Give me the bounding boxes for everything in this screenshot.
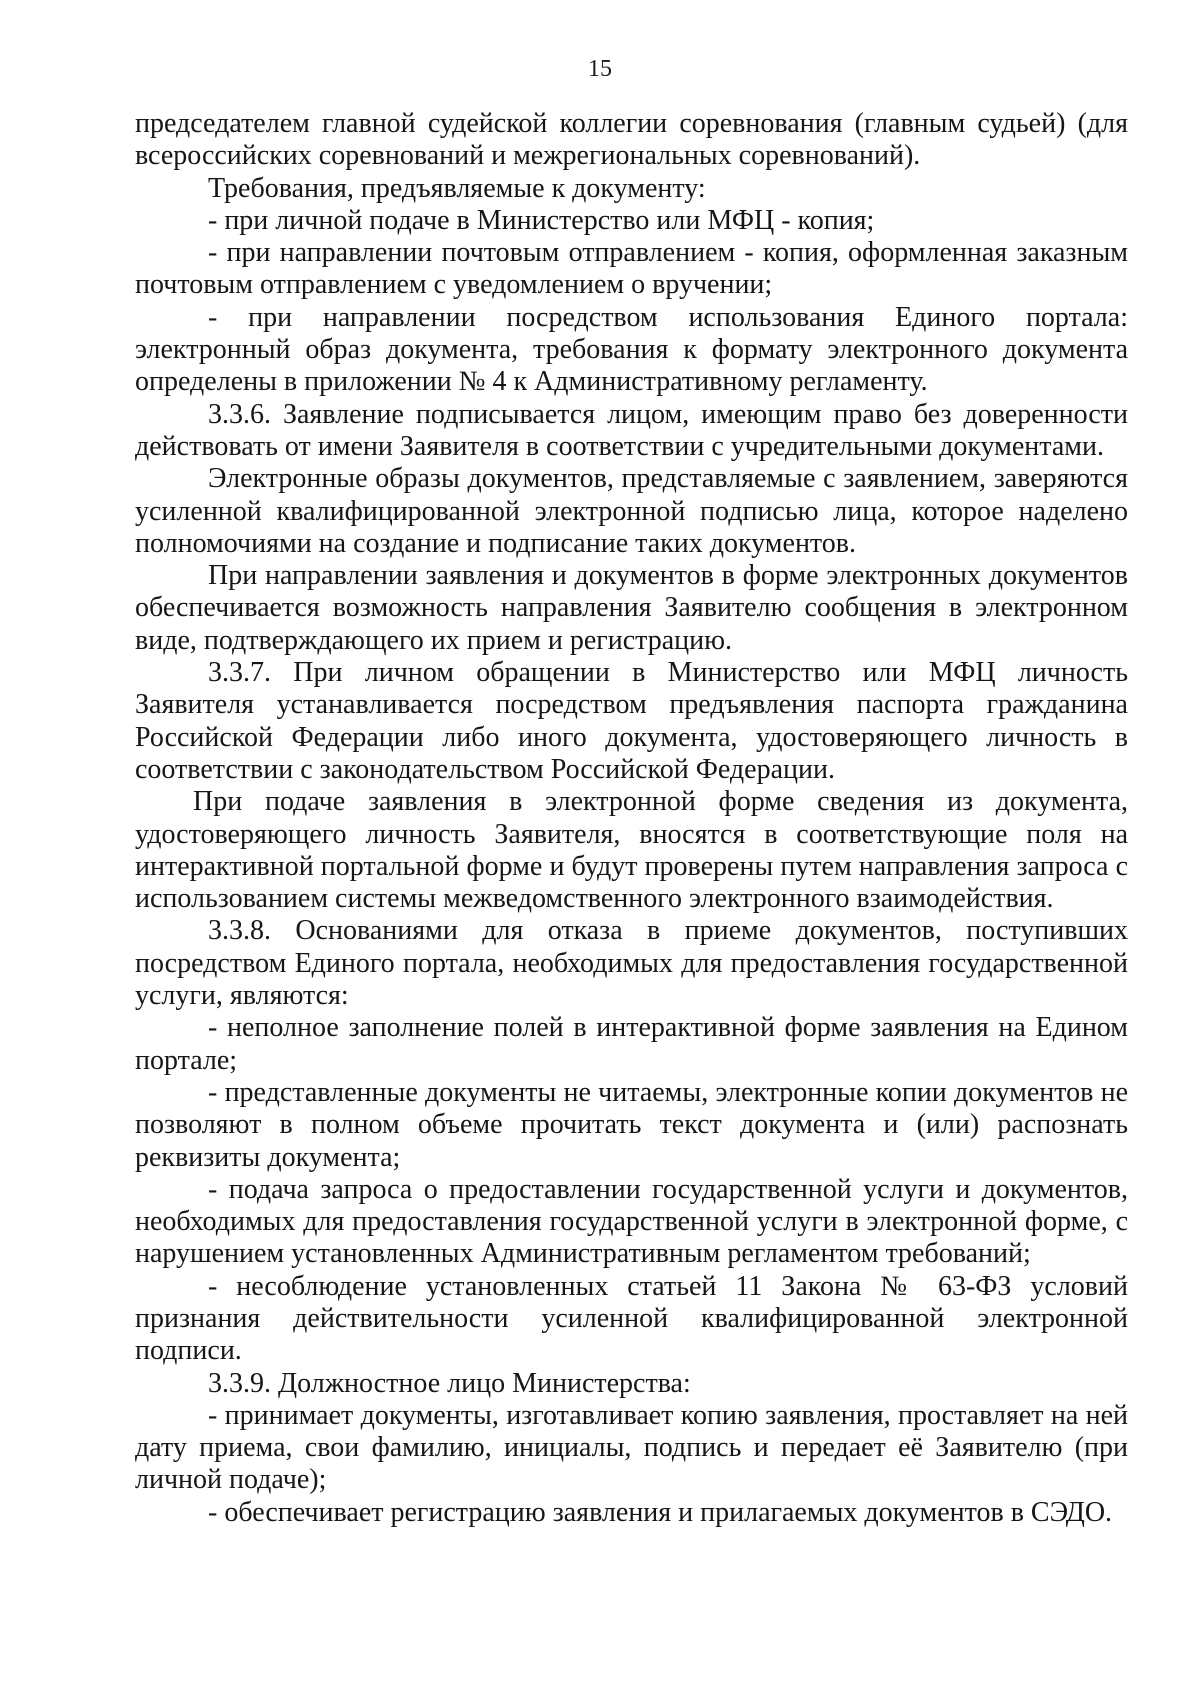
document-body [135, 108, 1128, 1529]
paragraph: При направлении заявления и документов в форме электронных документов обеспечивается возможность направления Заявителю сообщения в электронном виде, подтверждающего их прием и регистрацию. [135, 560, 1128, 656]
paragraph: - при направлении посредством использования Единого портала: электронный образ документа, требования к формату электронного документа определены в приложении № 4 к Административному регламенту. [135, 301, 1128, 398]
paragraph: - неполное заполнение полей в интерактивной форме заявления на Едином портале; [135, 1012, 1128, 1076]
paragraph: 3.3.8. Основаниями для отказа в приеме документов, поступивших посредством Единого портала, необходимых для предоставления государственной услуги, являются: [135, 915, 1128, 1012]
paragraph: Требования, предъявляемые к документу: [208, 172, 706, 204]
paragraph: - обеспечивает регистрацию заявления и прилагаемых документов в СЭДО. [208, 1496, 1113, 1528]
paragraph: - несоблюдение установленных статьей 11 Закона № 63-ФЗ условий признания действительности усиленной квалифицированной электронной подписи. [135, 1270, 1128, 1367]
paragraph: 3.3.9. Должностное лицо Министерства: [208, 1367, 691, 1399]
paragraph: председателем главной судейской коллегии соревнования (главным судьей) (для всероссийских соревнований и межрегиональных соревнований). [135, 108, 1128, 172]
page-number: 15 [588, 56, 612, 82]
paragraph: - принимает документы, изготавливает копию заявления, проставляет на ней дату приема, свои фамилию, инициалы, подпись и передает её Заявителю (при личной подаче); [135, 1399, 1128, 1496]
paragraph: 3.3.6. Заявление подписывается лицом, имеющим право без доверенности действовать от имени Заявителя в соответствии с учредительными документами. [135, 398, 1128, 462]
paragraph: При подаче заявления в электронной форме сведения из документа, удостоверяющего личность Заявителя, вносятся в соответствующие поля на интерактивной портальной форме и будут проверены путем направления запроса с использованием системы межведомственного электронного взаимодействия. [135, 786, 1128, 915]
paragraph: - представленные документы не читаемы, электронные копии документов не позволяют в полном объеме прочитать текст документа и (или) распознать реквизиты документа; [135, 1076, 1128, 1173]
paragraph: - при личной подаче в Министерство или МФЦ - копия; [208, 204, 875, 236]
paragraph: 3.3.7. При личном обращении в Министерство или МФЦ личность Заявителя устанавливается посредством предъявления паспорта гражданина Российской Федерации либо иного документа, удостоверяющего личность в соответствии с законодательством Российской Федерации. [135, 657, 1128, 785]
paragraph: Электронные образы документов, представляемые с заявлением, заверяются усиленной квалифицированной электронной подписью лица, которое наделено полномочиями на создание и подписание таких документов. [135, 463, 1128, 559]
paragraph: - подача запроса о предоставлении государственной услуги и документов, необходимых для предоставления государственной услуги в электронной форме, с нарушением установленных Административным регламентом требований; [135, 1173, 1128, 1270]
paragraph: - при направлении почтовым отправлением - копия, оформленная заказным почтовым отправлением с уведомлением о вручении; [135, 237, 1128, 301]
